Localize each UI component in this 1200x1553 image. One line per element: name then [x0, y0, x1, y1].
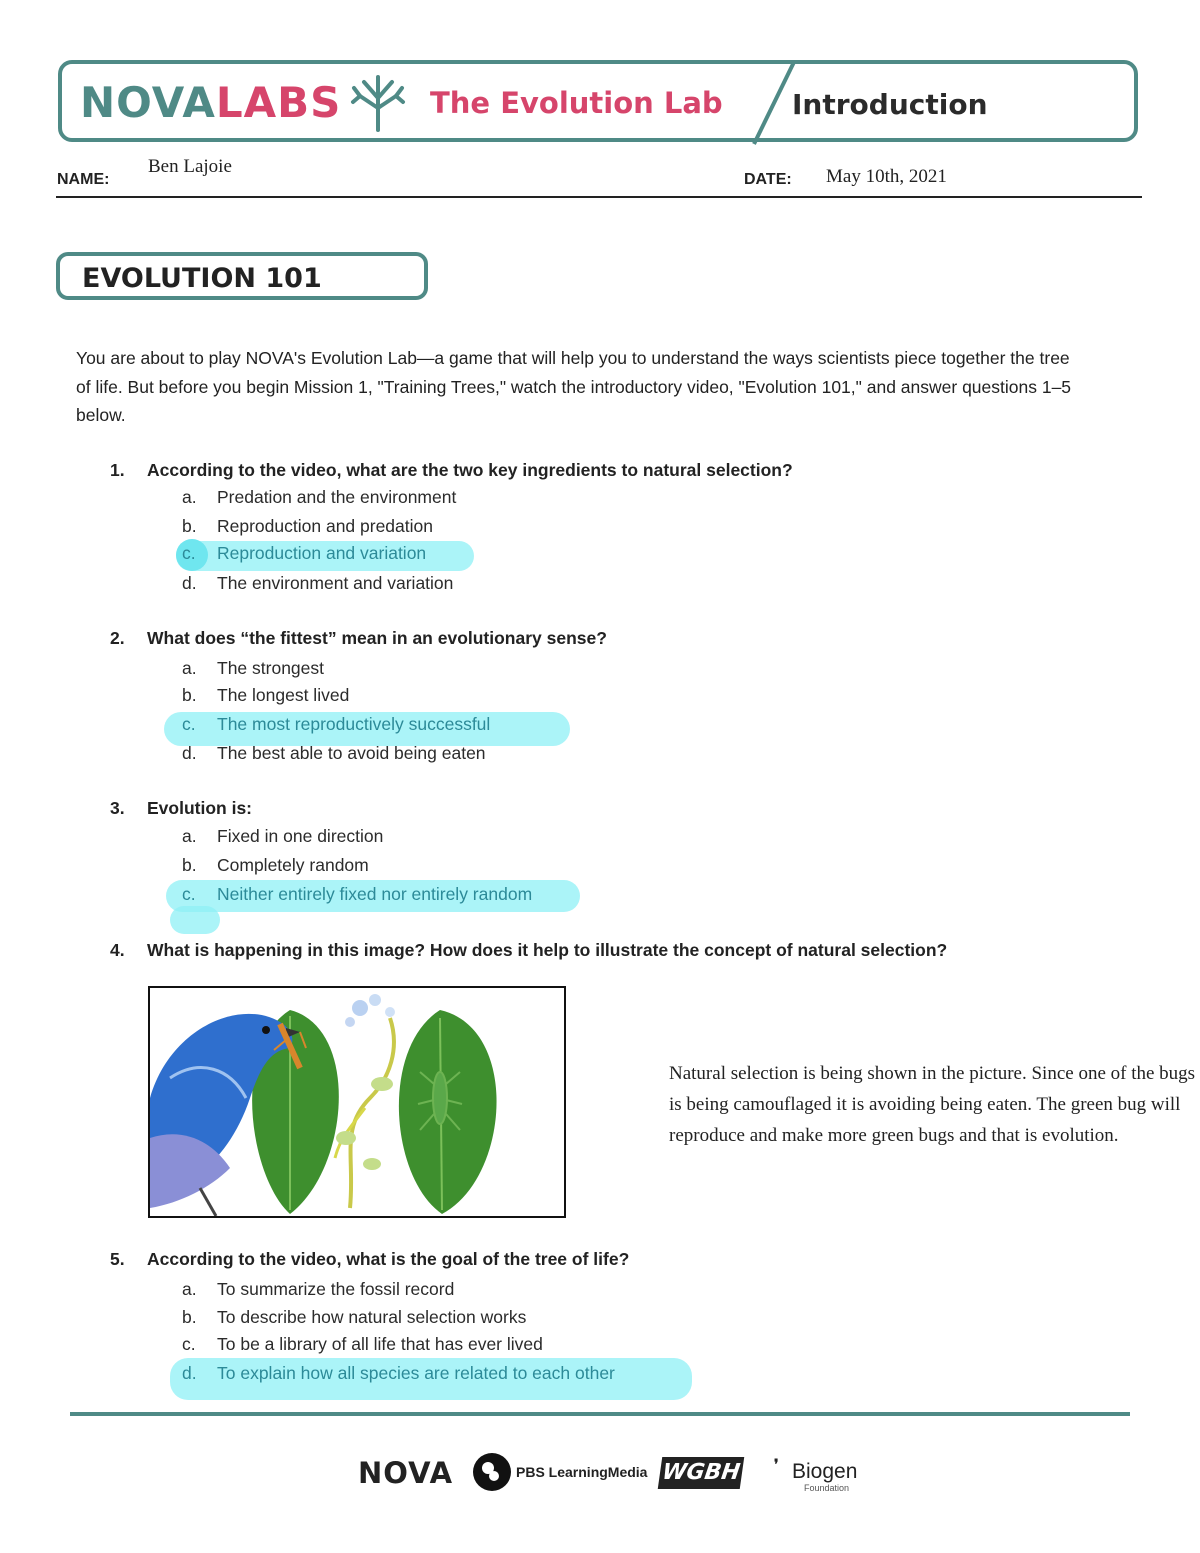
- option-text: Reproduction and predation: [217, 516, 433, 536]
- q2-option-a[interactable]: [182, 658, 324, 679]
- biogen-logo: Biogen: [792, 1460, 858, 1483]
- option-letter: a.: [182, 1279, 197, 1299]
- option-text: To summarize the fossil record: [217, 1279, 455, 1299]
- option-text: To explain how all species are related to each other: [217, 1363, 615, 1383]
- section-title: Introduction: [792, 88, 988, 121]
- q2-option-d[interactable]: [182, 743, 486, 764]
- biogen-mark-icon: ❜: [774, 1456, 779, 1472]
- question-1: [110, 460, 793, 481]
- option-letter: a.: [182, 487, 197, 507]
- intro-paragraph: You are about to play NOVA's Evolution Lab—a game that will help you to understand the ways scientists piece together the tree of life. But before you begin Mission 1, "Training Trees," watch the introductory video, "Evolution 101," and answer questions 1–5 below.: [76, 348, 1072, 425]
- option-letter: b.: [182, 516, 197, 536]
- footer-rule: [70, 1412, 1130, 1416]
- header-rule: [56, 196, 1142, 198]
- header-divider: [746, 60, 798, 146]
- name-label: NAME:: [57, 171, 110, 188]
- header-banner: [58, 60, 1138, 142]
- question-text: What is happening in this image? How does it help to illustrate the concept of natural selection?: [147, 940, 948, 960]
- option-letter: c.: [182, 1334, 196, 1354]
- bird-illustration: [150, 988, 564, 1216]
- question-number: 4.: [110, 940, 125, 960]
- q5-option-a[interactable]: [182, 1279, 454, 1300]
- wgbh-logo: WGBH: [658, 1457, 744, 1489]
- option-letter: c.: [182, 543, 196, 563]
- biogen-foundation-label: Foundation: [804, 1483, 850, 1493]
- question-text: According to the video, what is the goal of the tree of life?: [147, 1249, 630, 1269]
- q5-option-b[interactable]: [182, 1307, 526, 1328]
- section-heading-box: [56, 252, 428, 300]
- tree-of-life-icon: [350, 74, 406, 132]
- option-letter: b.: [182, 1307, 197, 1327]
- q2-option-b[interactable]: [182, 685, 349, 706]
- q2-option-c[interactable]: [182, 714, 490, 735]
- option-letter: d.: [182, 743, 197, 763]
- q3-option-b[interactable]: [182, 855, 369, 876]
- option-text: Reproduction and variation: [217, 543, 427, 563]
- question-text: What does “the fittest” mean in an evolutionary sense?: [147, 628, 607, 648]
- q4-answer[interactable]: Natural selection is being shown in the picture. Since one of the bugs is being camouflaged it is avoiding being eaten. The green bug will reproduce and make more green bugs and that is evolution.: [669, 1063, 1196, 1146]
- option-letter: d.: [182, 1363, 197, 1383]
- question-text: Evolution is:: [147, 798, 252, 818]
- nova-labs-logo: [80, 78, 341, 127]
- option-letter: c.: [182, 884, 196, 904]
- q1-option-b[interactable]: [182, 516, 433, 537]
- pbs-icon: [472, 1452, 512, 1492]
- option-text: The environment and variation: [217, 573, 454, 593]
- question-text: According to the video, what are the two key ingredients to natural selection?: [147, 460, 793, 480]
- date-label: DATE:: [744, 171, 792, 188]
- option-text: Neither entirely fixed nor entirely random: [217, 884, 533, 904]
- pbs-logo: PBS LearningMedia: [516, 1464, 648, 1480]
- bird-and-leaves-image: [148, 986, 566, 1218]
- option-text: Completely random: [217, 855, 369, 875]
- question-number: 5.: [110, 1249, 125, 1269]
- question-2: [110, 628, 607, 649]
- option-letter: a.: [182, 826, 197, 846]
- question-5: [110, 1249, 629, 1270]
- option-text: The best able to avoid being eaten: [217, 743, 486, 763]
- date-value[interactable]: May 10th, 2021: [826, 166, 947, 187]
- option-text: Fixed in one direction: [217, 826, 384, 846]
- option-text: To describe how natural selection works: [217, 1307, 527, 1327]
- highlight-q3-tail: [170, 906, 220, 934]
- nova-logo: NOVA: [358, 1456, 454, 1490]
- option-text: The strongest: [217, 658, 324, 678]
- q1-option-d[interactable]: [182, 573, 453, 594]
- brand-nova: NOVA: [80, 78, 216, 127]
- option-letter: d.: [182, 573, 197, 593]
- section-heading: EVOLUTION 101: [82, 263, 322, 294]
- option-text: The most reproductively successful: [217, 714, 491, 734]
- question-4: [110, 940, 947, 961]
- q1-option-a[interactable]: [182, 487, 456, 508]
- q5-option-c[interactable]: [182, 1334, 543, 1355]
- question-3: [110, 798, 252, 819]
- option-letter: a.: [182, 658, 197, 678]
- q5-option-d[interactable]: [182, 1363, 615, 1384]
- q1-option-c[interactable]: [182, 543, 426, 564]
- lab-title: The Evolution Lab: [430, 86, 723, 120]
- option-letter: b.: [182, 855, 197, 875]
- option-letter: c.: [182, 714, 196, 734]
- question-number: 3.: [110, 798, 125, 818]
- name-value[interactable]: Ben Lajoie: [148, 156, 232, 177]
- option-text: The longest lived: [217, 685, 350, 705]
- question-number: 1.: [110, 460, 125, 480]
- q3-option-c[interactable]: [182, 884, 532, 905]
- option-text: To be a library of all life that has ever lived: [217, 1334, 543, 1354]
- option-text: Predation and the environment: [217, 487, 457, 507]
- q3-option-a[interactable]: [182, 826, 383, 847]
- brand-labs: LABS: [215, 78, 342, 127]
- option-letter: b.: [182, 685, 197, 705]
- question-number: 2.: [110, 628, 125, 648]
